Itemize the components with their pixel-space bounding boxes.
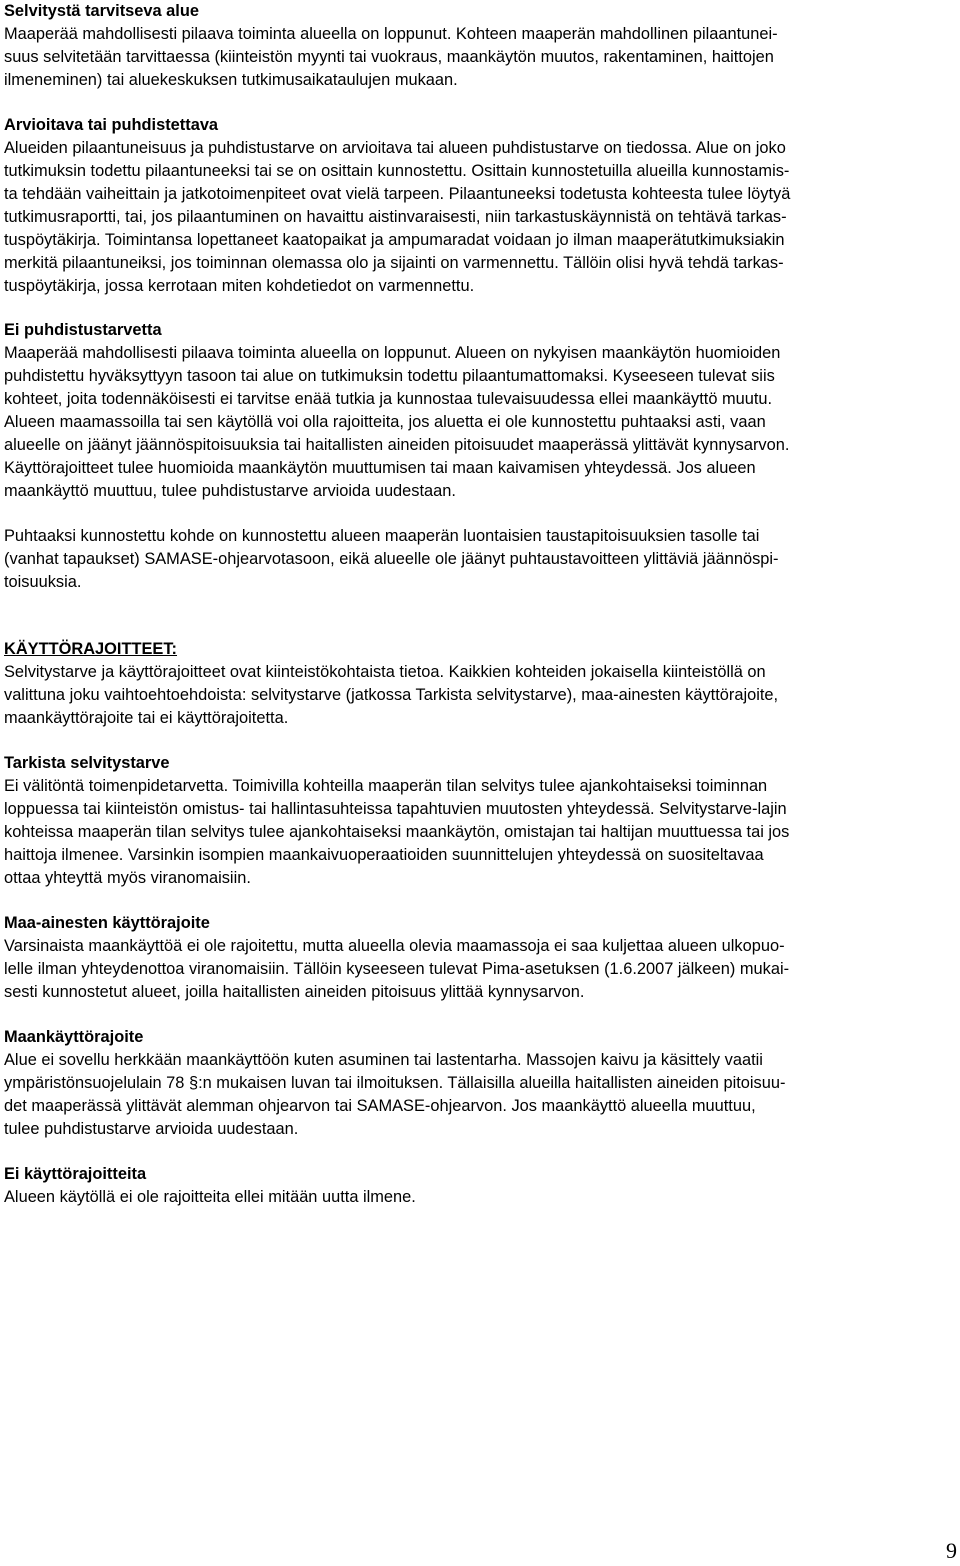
section-body — [4, 137, 790, 298]
section-maa-ainesten-kayttorajoite — [4, 912, 789, 1004]
body-line: alueelle on jäänyt jäännöspitoisuuksia tai haitallisten aineiden pitoisuudet maaperässä ylittävät kynnysarvon. — [4, 436, 790, 454]
section-arvioitava-tai-puhdistettava — [4, 114, 790, 298]
section-heading: Maankäyttörajoite — [4, 1028, 144, 1046]
body-line: ta tehdään vaiheittain ja jatkotoimenpiteet ovat vielä tarpeen. Pilaantuneeksi todetusta kohteesta tulee löytyä — [4, 185, 791, 203]
body-line: Varsinaista maankäyttöä ei ole rajoitettu, mutta alueella olevia maamassoja ei saa kuljettaa alueen ulkopuo- — [4, 937, 785, 955]
body-line: valittuna joku vaihtoehtoehdoista: selvitystarve (jatkossa Tarkista selvitystarve), maa-ainesten käyttörajoite, — [4, 686, 779, 704]
section-tarkista-selvitystarve — [4, 752, 789, 890]
section-puhtaaksi-kunnostettu — [4, 525, 778, 594]
section-body — [4, 775, 789, 890]
body-line: ilmeneminen) tai aluekeskuksen tutkimusaikataulujen mukaan. — [4, 71, 458, 89]
body-line: haittoja ilmenee. Varsinkin isompien maankaivuoperaatioiden suunnittelujen yhteydessä on suositeltavaa — [4, 846, 764, 864]
body-line: tutkimuksin todettu pilaantuneeksi tai se on osittain kunnostettu. Osittain kunnostetuilla alueilla kunnostamis- — [4, 162, 790, 180]
body-line: puhdistettu hyväksyttyyn tasoon tai alue on tutkimuksin todettu pilaantumattomaksi. Kyseeseen tulevat siis — [4, 367, 775, 385]
section-heading: Ei puhdistustarvetta — [4, 321, 162, 339]
section-body — [4, 525, 778, 594]
body-line: merkitä pilaantuneiksi, jos toiminnan olemassa olo ja sijainti on varmennettu. Tällöin olisi hyvä tehdä tarkas- — [4, 254, 784, 272]
section-heading: KÄYTTÖRAJOITTEET: — [4, 640, 178, 658]
body-line: tutkimusraportti, tai, jos pilaantuminen on havaittu aistinvaraisesti, niin tarkastuskäynnistä on tehtävä tarkas- — [4, 208, 787, 226]
body-line: tulee puhdistustarve arvioida uudestaan. — [4, 1120, 299, 1138]
body-line: Alue ei sovellu herkkään maankäyttöön kuten asuminen tai lastentarha. Massojen kaivu ja käsittely vaatii — [4, 1051, 763, 1069]
section-heading: Tarkista selvitystarve — [4, 754, 170, 772]
body-line: Käyttörajoitteet tulee huomioida maankäytön muuttumisen tai maan kaivamisen yhteydessä. Jos alueen — [4, 459, 756, 477]
body-line: Ei välitöntä toimenpidetarvetta. Toimivilla kohteilla maaperän tilan selvitys tulee ajankohtaiseksi toiminnan — [4, 777, 768, 795]
section-kayttorajoitteet — [4, 638, 778, 730]
section-body — [4, 935, 789, 1004]
section-body — [4, 1049, 785, 1141]
body-line: sesti kunnostetut alueet, joilla haitallisten aineiden pitoisuus ylittää kynnysarvon. — [4, 983, 585, 1001]
page-number: 9 — [946, 1538, 957, 1563]
section-body — [4, 661, 778, 730]
body-line: Puhtaaksi kunnostettu kohde on kunnostettu alueen maaperän luontaisien taustapitoisuuksien tasolle tai — [4, 527, 760, 545]
section-selvitysta-tarvitseva-alue — [4, 0, 778, 92]
body-line: tuspöytäkirja. Toimintansa lopettaneet kaatopaikat ja ampumaradat voidaan jo ilman maaperätutkimuksiakin — [4, 231, 785, 249]
section-body — [4, 23, 778, 92]
body-line: Alueiden pilaantuneisuus ja puhdistustarve on arvioitava tai alueen puhdistustarve on tiedossa. Alue on joko — [4, 139, 786, 157]
section-maankayttorajoite — [4, 1026, 785, 1141]
body-line: Maaperää mahdollisesti pilaava toiminta alueella on loppunut. Kohteen maaperän mahdollinen pilaantunei- — [4, 25, 778, 43]
body-line: maankäyttörajoite tai ei käyttörajoitetta. — [4, 709, 289, 727]
section-ei-puhdistustarvetta — [4, 319, 789, 503]
body-line: Selvitystarve ja käyttörajoitteet ovat kiinteistökohtaista tietoa. Kaikkien kohteiden jokaisella kiinteistöllä on — [4, 663, 766, 681]
body-line: ottaa yhteyttä myös viranomaisiin. — [4, 869, 251, 887]
body-line: Maaperää mahdollisesti pilaava toiminta alueella on loppunut. Alueen on nykyisen maankäytön huomioiden — [4, 344, 781, 362]
section-heading: Ei käyttörajoitteita — [4, 1165, 147, 1183]
body-line: tuspöytäkirja, jossa kerrotaan miten kohdetiedot on varmennettu. — [4, 277, 475, 295]
section-heading: Arvioitava tai puhdistettava — [4, 116, 219, 134]
body-line: suus selvitetään tarvittaessa (kiinteistön myynti tai vuokraus, maankäytön muutos, rakentaminen, haittojen — [4, 48, 774, 66]
section-heading: Maa-ainesten käyttörajoite — [4, 914, 210, 932]
section-ei-kayttorajoitteita — [4, 1163, 416, 1209]
body-line: kohteet, joita todennäköisesti ei tarvitse enää tutkia ja kunnostaa tulevaisuudessa ellei maankäyttö muutu. — [4, 390, 773, 408]
section-heading: Selvitystä tarvitseva alue — [4, 2, 199, 20]
body-line: toisuuksia. — [4, 573, 82, 591]
body-line: (vanhat tapaukset) SAMASE-ohjearvotasoon, eikä alueelle ole jäänyt puhtaustavoitteen ylittäviä jäännöspi- — [4, 550, 779, 568]
body-line: Alueen maamassoilla tai sen käytöllä voi olla rajoitteita, jos aluetta ei ole kunnostettu puhtaaksi asti, vaan — [4, 413, 766, 431]
body-line: maankäyttö muuttuu, tulee puhdistustarve arvioida uudestaan. — [4, 482, 456, 500]
body-line: ympäristönsuojelulain 78 §:n mukaisen luvan tai ilmoituksen. Tällaisilla alueilla haitallisten aineiden pitoisuu- — [4, 1074, 786, 1092]
body-line: loppuessa tai kiinteistön omistus- tai hallintasuhteissa tapahtuvien muutosten yhteydessä. Selvitystarve-lajin — [4, 800, 787, 818]
body-line: kohteissa maaperän tilan selvitys tulee ajankohtaiseksi maankäytön, omistajan tai haltijan muuttuessa tai jos — [4, 823, 790, 841]
body-line: lelle ilman yhteydenottoa viranomaisiin. Tällöin kyseeseen tulevat Pima-asetuksen (1.6.2007 jälkeen) mukai- — [4, 960, 790, 978]
section-body — [4, 342, 789, 503]
section-body — [4, 1186, 416, 1209]
body-line: Alueen käytöllä ei ole rajoitteita ellei mitään uutta ilmene. — [4, 1188, 416, 1206]
body-line: det maaperässä ylittävät alemman ohjearvon tai SAMASE-ohjearvon. Jos maankäyttö alueella muuttuu, — [4, 1097, 756, 1115]
